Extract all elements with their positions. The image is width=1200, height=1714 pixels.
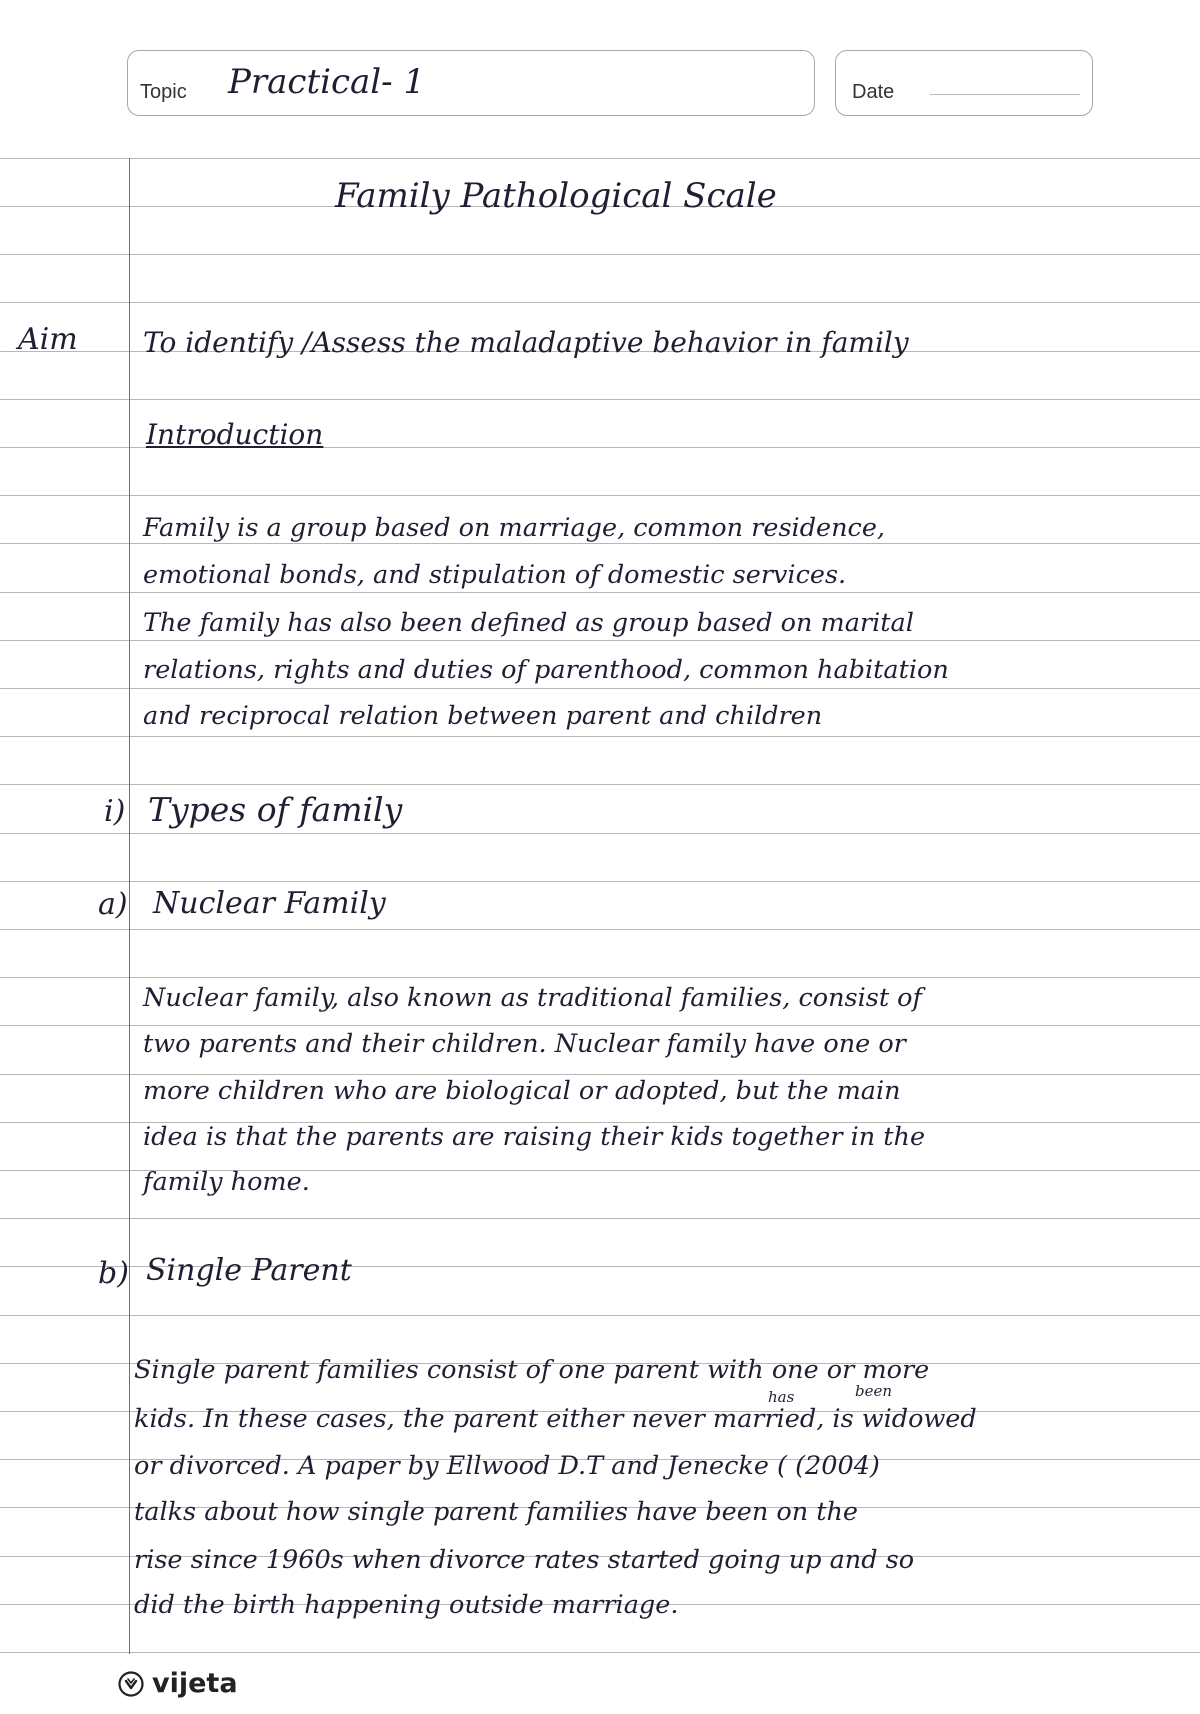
date-label: Date	[852, 81, 895, 103]
ruled-line	[0, 688, 1200, 689]
nuclear-line: more children who are biological or adopted, but the main	[143, 1076, 901, 1106]
single-parent-heading: Single Parent	[146, 1253, 352, 1288]
introduction-line: relations, rights and duties of parenthood, common habitation	[143, 655, 949, 685]
ruled-line	[0, 736, 1200, 737]
aim-label: Aim	[18, 322, 78, 357]
ruled-line	[0, 543, 1200, 544]
single-parent-line: rise since 1960s when divorce rates started going up and so	[134, 1545, 915, 1575]
single-parent-line: or divorced. A paper by Ellwood D.T and Jenecke ( (2004)	[134, 1451, 880, 1481]
single-parent-marker: b)	[98, 1256, 129, 1291]
brand-name: vijeta	[152, 1668, 238, 1699]
nuclear-family-heading: Nuclear Family	[153, 886, 386, 921]
margin-line	[129, 158, 130, 1654]
introduction-heading: Introduction	[146, 418, 324, 451]
nuclear-line: Nuclear family, also known as traditional families, consist of	[143, 983, 922, 1013]
introduction-line: The family has also been defined as group based on marital	[143, 608, 914, 638]
ruled-line	[0, 302, 1200, 303]
topic-value: Practical- 1	[228, 62, 426, 102]
ruled-line	[0, 929, 1200, 930]
nuclear-marker: a)	[98, 887, 128, 922]
ruled-line	[0, 784, 1200, 785]
brand-logo-icon	[118, 1671, 144, 1697]
ruled-line	[0, 254, 1200, 255]
aim-text: To identify /Assess the maladaptive behavior in family	[143, 326, 909, 359]
ruled-line	[0, 158, 1200, 159]
caret-insert-has: has	[768, 1388, 795, 1406]
nuclear-line: two parents and their children. Nuclear family have one or	[143, 1029, 906, 1059]
single-parent-line: kids. In these cases, the parent either never married, is widowed	[134, 1404, 977, 1434]
ruled-line	[0, 592, 1200, 593]
introduction-line: emotional bonds, and stipulation of domestic services.	[143, 560, 847, 590]
topic-label: Topic	[140, 81, 187, 103]
single-parent-line: did the birth happening outside marriage.	[134, 1590, 679, 1620]
types-of-family-heading: Types of family	[148, 790, 403, 829]
section-marker: i)	[104, 794, 126, 829]
introduction-line: and reciprocal relation between parent and children	[143, 701, 823, 731]
nuclear-line: idea is that the parents are raising their kids together in the	[143, 1122, 926, 1152]
nuclear-line: family home.	[143, 1167, 310, 1197]
page-title: Family Pathological Scale	[335, 176, 777, 216]
ruled-line	[0, 977, 1200, 978]
ruled-line	[0, 1315, 1200, 1316]
single-parent-line: talks about how single parent families have been on the	[134, 1497, 859, 1527]
ruled-line	[0, 399, 1200, 400]
ruled-line	[0, 640, 1200, 641]
date-blank-line	[930, 94, 1080, 95]
ruled-line	[0, 1025, 1200, 1026]
ruled-line	[0, 881, 1200, 882]
ruled-line	[0, 1218, 1200, 1219]
ruled-line	[0, 1074, 1200, 1075]
caret-insert-been: been	[855, 1382, 893, 1400]
date-box	[835, 50, 1093, 116]
ruled-line	[0, 495, 1200, 496]
introduction-line: Family is a group based on marriage, common residence,	[143, 513, 886, 543]
ruled-line	[0, 833, 1200, 834]
ruled-line	[0, 1652, 1200, 1653]
single-parent-line: Single parent families consist of one parent with one or more	[134, 1355, 930, 1385]
brand	[118, 1668, 238, 1699]
